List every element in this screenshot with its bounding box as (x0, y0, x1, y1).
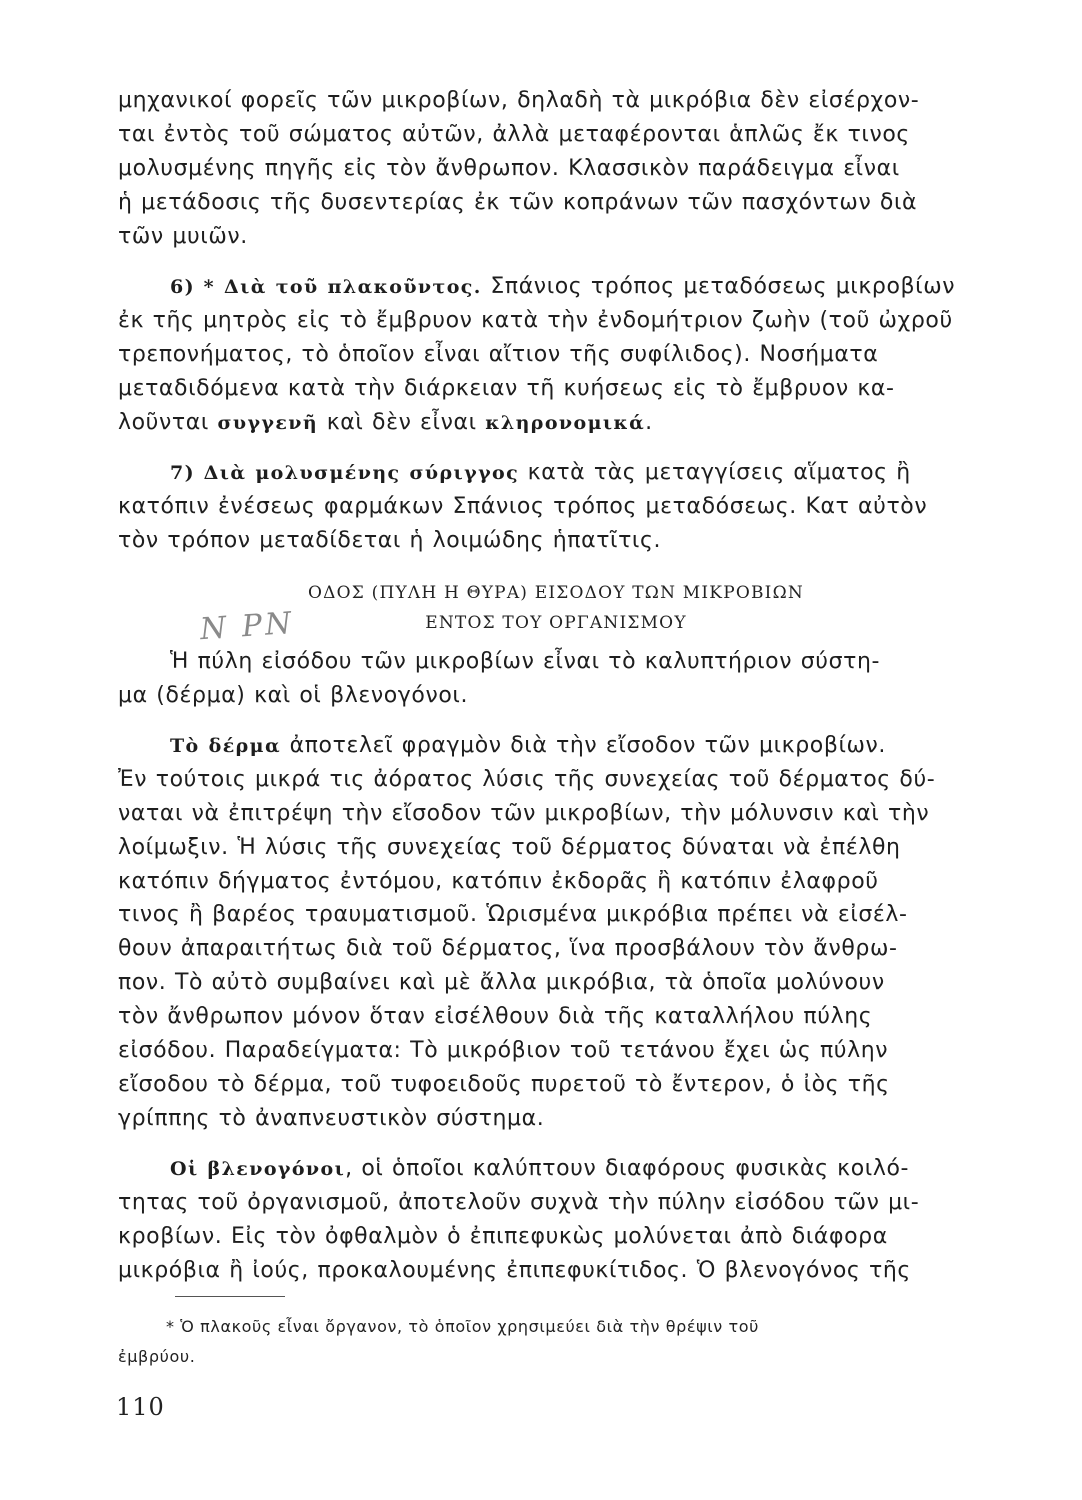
text-line: μεταδιδόμενα κατὰ τὴν διάρκειαν τῆ κυήσεως εἰς τὸ ἔμβρυον κα- (118, 375, 895, 401)
handwritten-note: N PN (198, 605, 296, 648)
page-number: 110 (116, 1393, 165, 1421)
item-text: Σπάνιος τρόπος μεταδόσεως μικροβίων (481, 274, 956, 299)
paragraph-title: Τὸ δέρμα (170, 735, 282, 757)
item-6-paragraph (118, 270, 994, 439)
text-line: μα (δέρμα) καὶ οἱ βλενογόνοι. (118, 682, 469, 708)
heading-line: ΟΔΟΣ (ΠΥΛΗ Η ΘΥΡΑ) ΕΙΣΟΔΟΥ ΤΩΝ ΜΙΚΡΟΒΙΩΝ (308, 583, 804, 603)
text-line: τινος ἢ βαρέος τραυματισμοῦ. Ὡρισμένα μικρόβια πρέπει νὰ εἰσέλ- (118, 902, 908, 928)
text-line: λοίμωξιν. Ἡ λύσις τῆς συνεχείας τοῦ δέρματος δύναται νὰ ἐπέλθη (118, 834, 901, 860)
text-line: τρεπονήματος, τὸ ὁποῖον εἶναι αἴτιον τῆς συφίλιδος). Νοσήματα (118, 341, 879, 367)
paragraph-text: ἀποτελεῖ φραγμὸν διὰ τὴν εἴσοδον τῶν μικροβίων. (281, 733, 887, 758)
item-title: * Διὰ τοῦ πλακοῦντος. (203, 276, 482, 298)
footnote (118, 1312, 994, 1372)
text-line: κατόπιν δήγματος ἐντόμου, κατόπιν ἐκδορᾶς ἢ κατόπιν ἐλαφροῦ (118, 868, 879, 894)
item-text: . (645, 409, 653, 435)
bold-term: κληρονομικά (485, 411, 646, 434)
text-line: θουν ἀπαραιτήτως διὰ τοῦ δέρματος, ἵνα προσβάλουν τὸν ἄνθρω- (118, 936, 898, 962)
text-line (118, 456, 994, 490)
text-line: πον. Τὸ αὐτὸ συμβαίνει καὶ μὲ ἄλλα μικρόβια, τὰ ὁποῖα μολύνουν (118, 970, 885, 996)
item-text: κατὰ τὰς μεταγγίσεις αἵματος ἢ (519, 460, 911, 485)
portal-paragraph (118, 645, 994, 713)
text-line (118, 270, 994, 304)
bold-term: συγγενῆ (217, 411, 319, 434)
paragraph-text: , οἱ ὁποῖοι καλύπτουν διαφόρους φυσικὰς κοιλό- (345, 1156, 910, 1181)
item-text: λοῦνται (118, 409, 218, 435)
text-line: τὸν ἄνθρωπον μόνον ὅταν εἰσέλθουν διὰ τῆς καταλλήλου πύλης (118, 1004, 873, 1030)
item-number: 6) (170, 276, 196, 298)
text-line: εἰσόδου. Παραδείγματα: Τὸ μικρόβιον τοῦ τετάνου ἔχει ὡς πύλην (118, 1038, 889, 1064)
item-title: Διὰ μολυσμένης σύριγγος (203, 462, 520, 484)
heading-line: ΕΝΤΟΣ ΤΟΥ ΟΡΓΑΝΙΣΜΟΥ (425, 613, 687, 633)
text-line (118, 1152, 994, 1186)
item-text: καὶ δὲν εἶναι (318, 409, 486, 435)
text-line (118, 729, 994, 763)
footnote-divider (175, 1296, 285, 1297)
text-line: τητας τοῦ ὀργανισμοῦ, ἀποτελοῦν συχνὰ τὴν πύλην εἰσόδου τῶν μι- (118, 1189, 920, 1215)
intro-paragraph (118, 84, 994, 253)
text-line: μηχανικοί φορεῖς τῶν μικροβίων, δηλαδὴ τὰ μικρόβια δὲν εἰσέρχον- (118, 88, 920, 113)
text-line: μολυσμένης πηγῆς εἰς τὸν ἄνθρωπον. Κλασσικὸν παράδειγμα εἶναι (118, 155, 900, 181)
text-line: τῶν μυιῶν. (118, 223, 248, 249)
text-line: μικρόβια ἢ ἰούς, προκαλουμένης ἐπιπεφυκίτιδος. Ὁ βλενογόνος τῆς (118, 1257, 911, 1283)
text-line: ναται νὰ ἐπιτρέψη τὴν εἴσοδον τῶν μικροβίων, τὴν μόλυνσιν καὶ τὴν (118, 800, 930, 826)
text-line: τὸν τρόπον μεταδίδεται ἡ λοιμώδης ἡπατῖτις. (118, 527, 662, 553)
footnote-line: ἐμβρύου. (118, 1347, 196, 1366)
text-line: Ἐν τούτοις μικρά τις ἀόρατος λύσις τῆς συνεχείας τοῦ δέρματος δύ- (118, 766, 936, 792)
text-line: κατόπιν ἐνέσεως φαρμάκων Σπάνιος τρόπος μεταδόσεως. Κατ αὐτὸν (118, 493, 928, 519)
skin-paragraph (118, 729, 994, 1136)
text-line: γρίππης τὸ ἀναπνευστικὸν σύστημα. (118, 1105, 545, 1131)
item-7-paragraph (118, 456, 994, 558)
text-line: κροβίων. Εἰς τὸν ὀφθαλμὸν ὁ ἐπιπεφυκὼς μολύνεται ἀπὸ διάφορα (118, 1223, 888, 1249)
item-number: 7) (170, 462, 196, 484)
text-line: ται ἐντὸς τοῦ σώματος αὐτῶν, ἀλλὰ μεταφέρονται ἁπλῶς ἔκ τινος (118, 121, 910, 147)
text-line: εἴσοδου τὸ δέρμα, τοῦ τυφοειδοῦς πυρετοῦ τὸ ἔντερον, ὁ ἰὸς τῆς (118, 1071, 890, 1097)
paragraph-title: Οἱ βλενογόνοι (170, 1158, 346, 1180)
text-line (118, 406, 994, 440)
text-line: Ἡ πύλη εἰσόδου τῶν μικροβίων εἶναι τὸ καλυπτήριον σύστη- (170, 649, 881, 674)
text-line: ἐκ τῆς μητρὸς εἰς τὸ ἔμβρυον κατὰ τὴν ἐνδομήτριον ζωὴν (τοῦ ὠχροῦ (118, 307, 953, 333)
footnote-line: * Ὁ πλακοῦς εἶναι ὄργανον, τὸ ὁποῖον χρησιμεύει διὰ τὴν θρέψιν τοῦ (166, 1317, 759, 1336)
text-line: ἡ μετάδοσις τῆς δυσεντερίας ἐκ τῶν κοπράνων τῶν πασχόντων διὰ (118, 189, 918, 215)
mucosa-paragraph (118, 1152, 994, 1288)
